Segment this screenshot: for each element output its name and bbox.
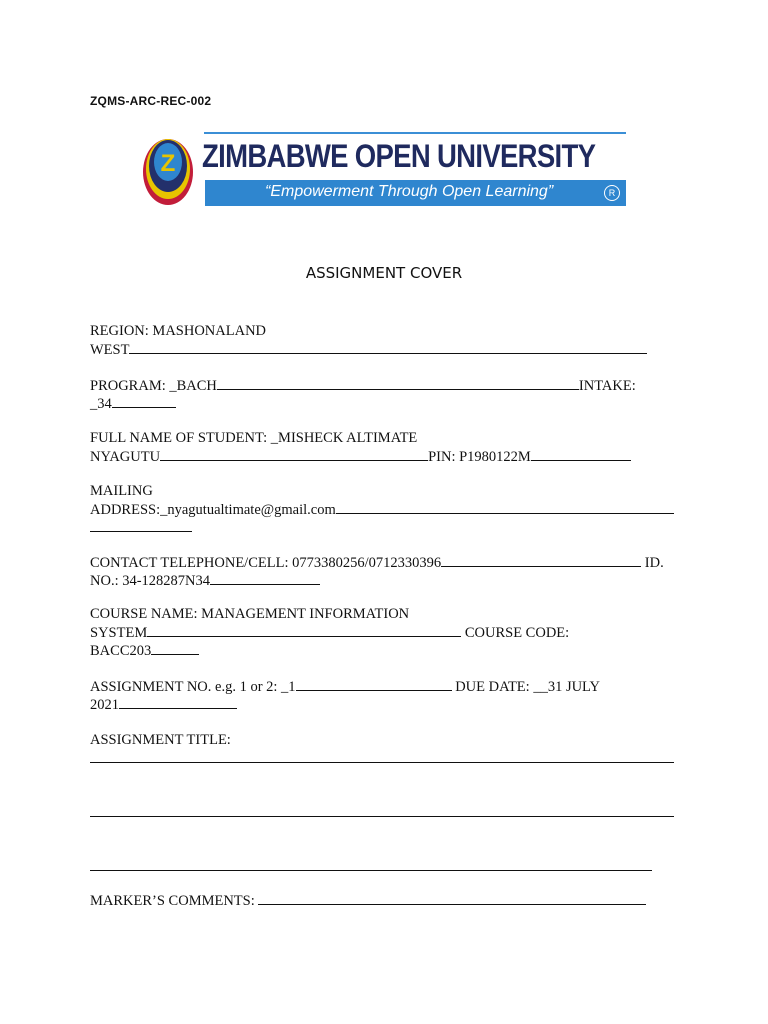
region-row-cont [90, 340, 647, 359]
address-row [90, 500, 674, 519]
address-value: ADDRESS:_nyagutualtimate@gmail.com [90, 502, 336, 518]
assignment-title-row [90, 731, 231, 749]
course-code-label: COURSE CODE: [464, 625, 570, 641]
registered-mark-icon: R [604, 185, 620, 201]
id-label: ID. [644, 555, 664, 571]
id-blank [210, 571, 320, 585]
intake-blank [112, 394, 176, 408]
title-line-2 [90, 803, 674, 822]
course-row-cont [90, 623, 569, 642]
course-code-value: BACC203 [90, 643, 152, 659]
pin-blank [531, 447, 631, 461]
student-label: FULL NAME OF STUDENT: _MISHECK ALTIMATE [90, 430, 418, 446]
university-slogan: “Empowerment Through Open Learning” [265, 183, 554, 200]
program-label: PROGRAM: _BACH [90, 378, 217, 394]
region-row [90, 322, 266, 340]
contact-blank [441, 553, 641, 567]
due-date-value: DUE DATE: __31 JULY [455, 679, 600, 695]
title-blank-2 [90, 803, 674, 817]
pin-value: PIN: P1980122M [428, 449, 531, 465]
intake-value: _34 [90, 396, 112, 412]
course-code-row [90, 641, 199, 660]
course-label: COURSE NAME: MANAGEMENT INFORMATION [90, 606, 410, 622]
title-blank-1 [90, 749, 674, 763]
contact-row [90, 553, 664, 572]
region-label: REGION: MASHONALAND [90, 323, 267, 339]
id-value: NO.: 34-128287N34 [90, 573, 211, 589]
due-year-value: 2021 [90, 697, 119, 713]
title-line-3 [90, 857, 652, 876]
zou-emblem-icon [142, 132, 194, 206]
course-name-cont: SYSTEM [90, 625, 148, 641]
marker-comments-row [90, 891, 646, 910]
logo-rule [204, 132, 626, 134]
course-blank [147, 623, 461, 637]
assignment-title-label: ASSIGNMENT TITLE: [90, 732, 231, 748]
due-year-blank [119, 695, 237, 709]
title-line-1 [90, 749, 674, 768]
marker-comments-blank [258, 891, 646, 905]
student-name-cont: NYAGUTU [90, 449, 161, 465]
page-title: ASSIGNMENT COVER [305, 264, 463, 282]
course-code-blank [151, 641, 199, 655]
intake-row [90, 394, 176, 413]
university-logo [142, 130, 626, 208]
address-blank-2 [90, 518, 192, 532]
id-row [90, 571, 320, 590]
program-blank [217, 376, 579, 390]
program-row [90, 376, 636, 395]
course-row [90, 605, 409, 623]
assignment-no-row [90, 677, 600, 696]
student-row-cont [90, 447, 631, 466]
intake-label: INTAKE: [578, 378, 636, 394]
student-blank [160, 447, 428, 461]
address-row-cont [90, 518, 192, 537]
title-blank-3 [90, 857, 652, 871]
document-code: ZQMS-ARC-REC-002 [90, 94, 212, 108]
student-row [90, 429, 417, 447]
university-name: ZIMBABWE OPEN UNIVERSITY [202, 138, 596, 174]
mailing-label: MAILING [90, 483, 153, 499]
assignment-no-blank [296, 677, 452, 691]
slogan-bar [205, 180, 626, 206]
address-blank [336, 500, 674, 514]
due-year-row [90, 695, 237, 714]
emblem-letter: Z [160, 150, 176, 177]
assignment-no-value: ASSIGNMENT NO. e.g. 1 or 2: _1 [90, 679, 296, 695]
marker-comments-label: MARKER’S COMMENTS: [90, 893, 255, 909]
region-blank [129, 340, 647, 354]
contact-value: CONTACT TELEPHONE/CELL: 0773380256/0712330396 [90, 555, 442, 571]
region-value: WEST [90, 342, 130, 358]
mailing-row [90, 482, 153, 500]
